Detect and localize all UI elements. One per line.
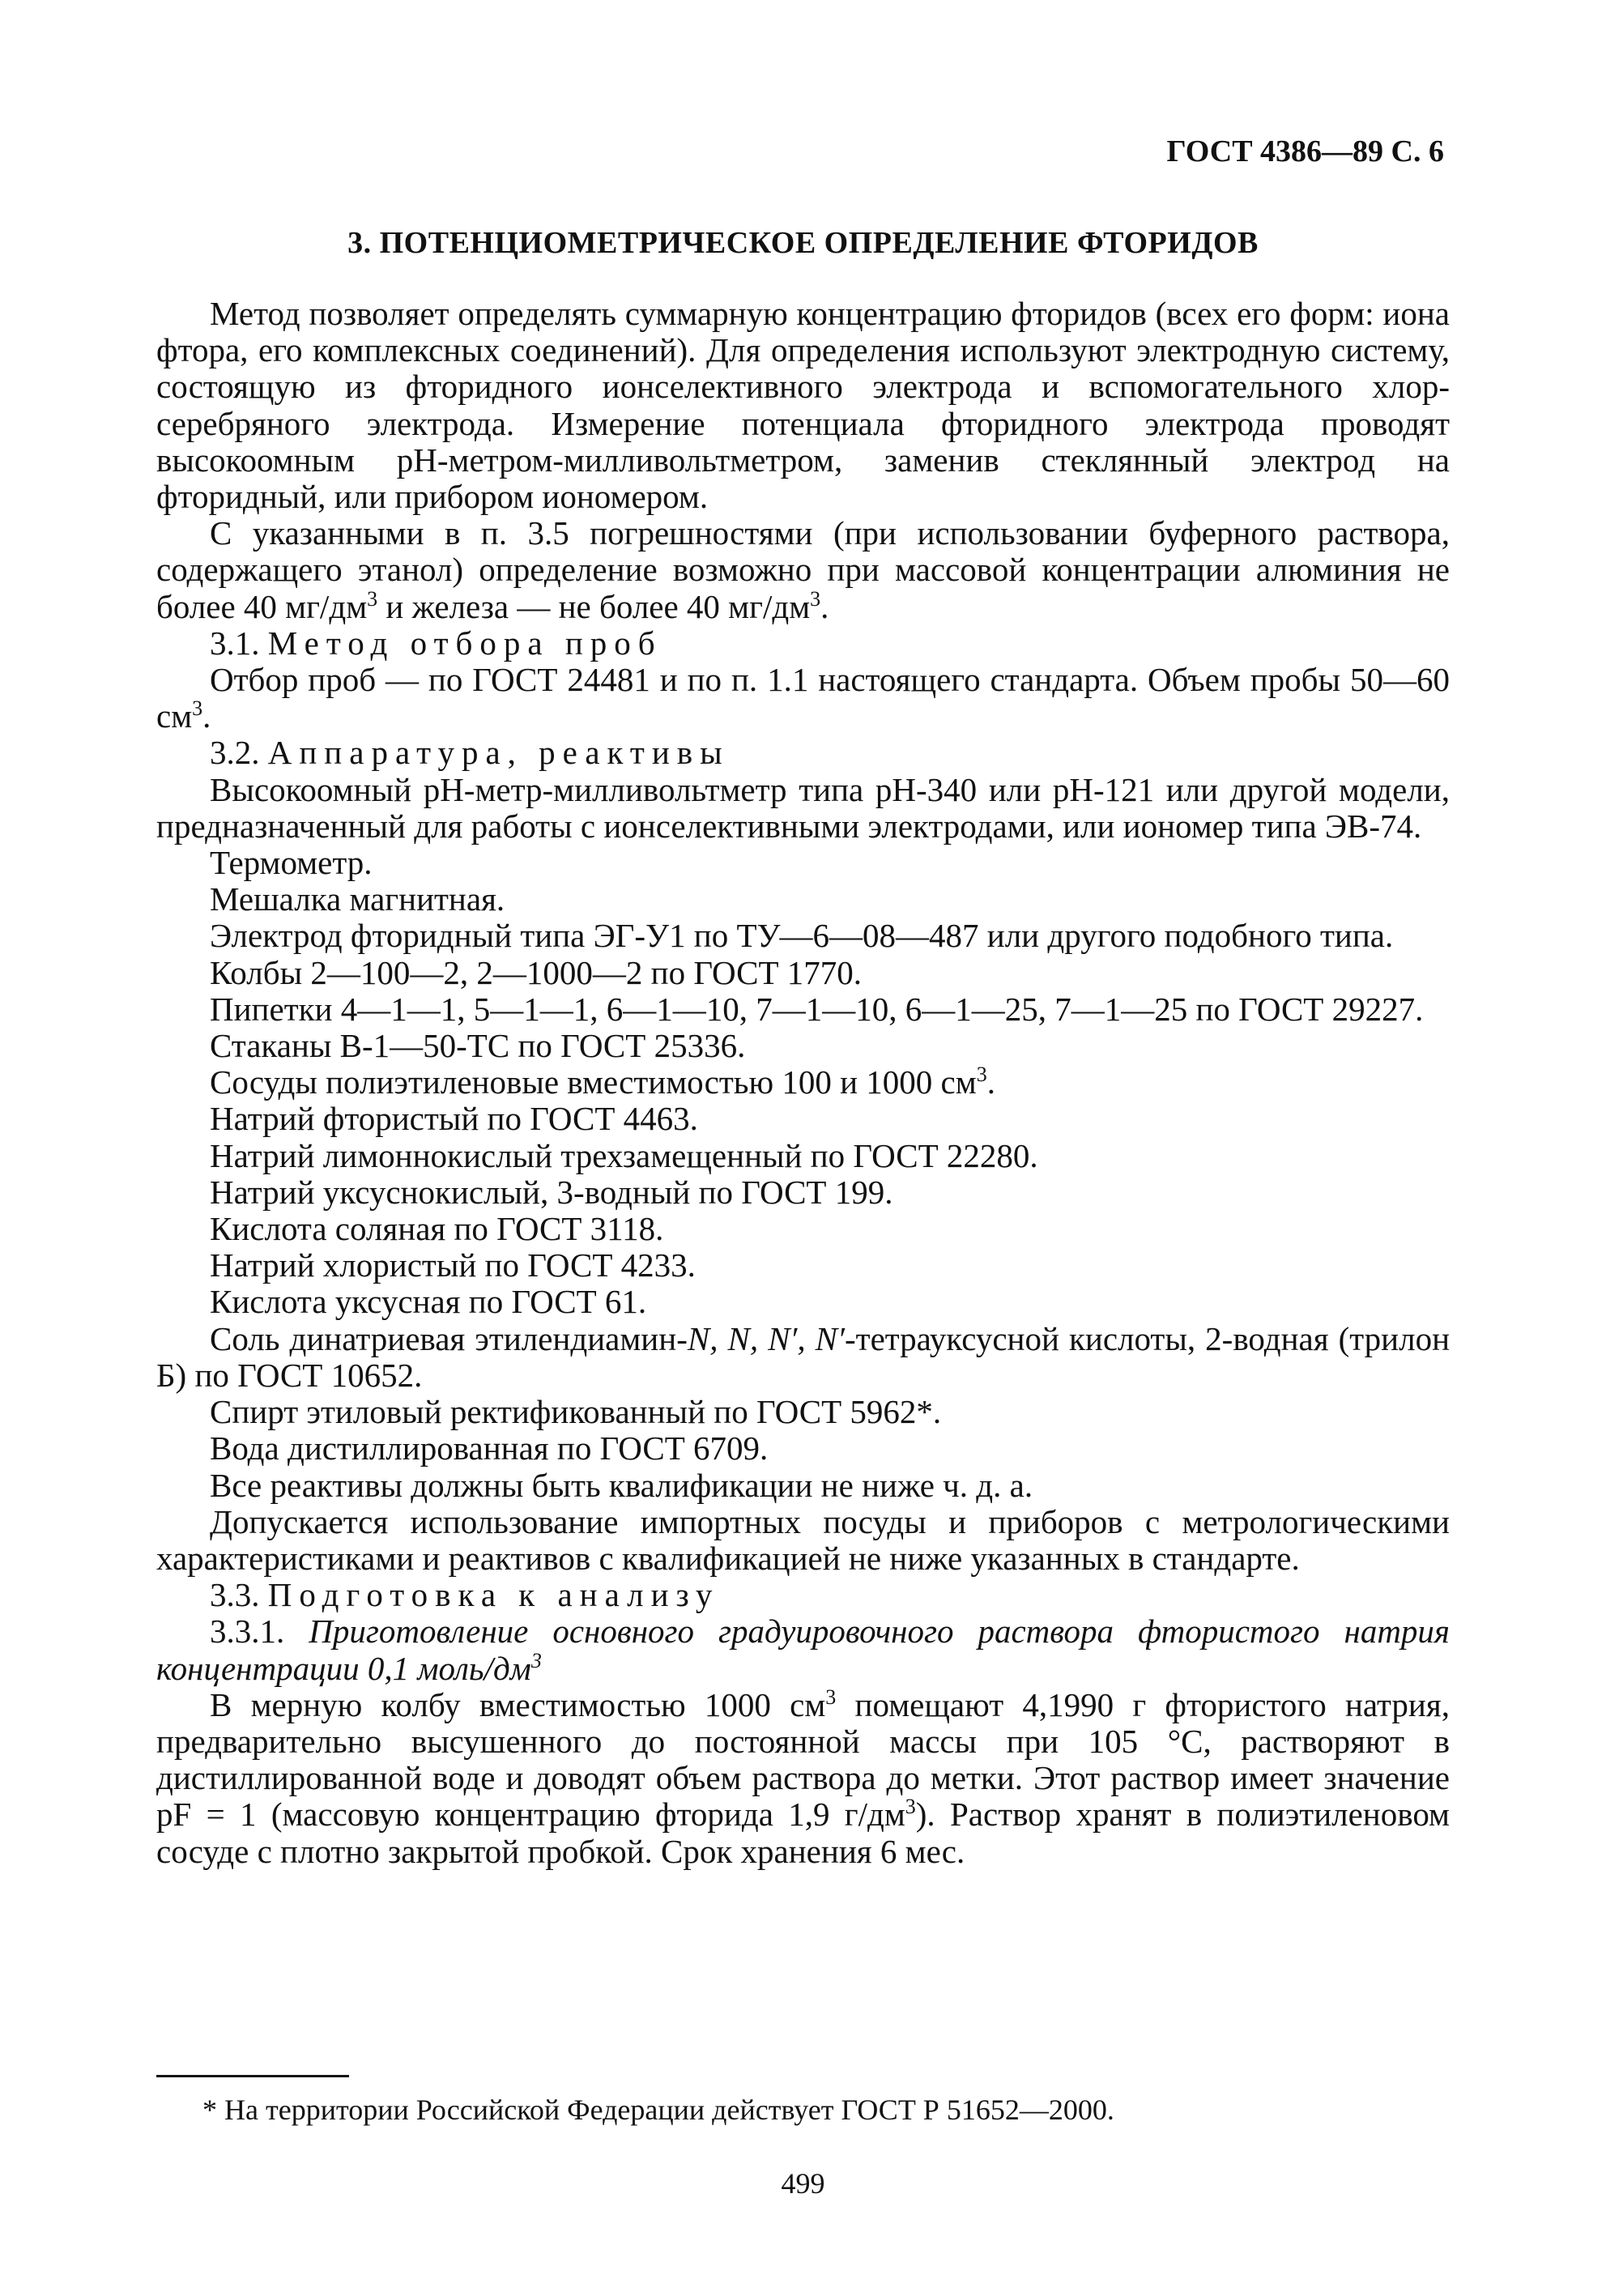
list-item-sodium-citrate: Натрий лимоннокислый трехзамещенный по ГОСТ 22280. [210,1136,1038,1174]
section-3-3-heading: 3.3. Подготовка к анализу [210,1576,720,1614]
list-item-thermometer: Термометр. [210,844,373,882]
footnote-divider [156,2075,349,2077]
section-title: 3. ПОТЕНЦИОМЕТРИЧЕСКОЕ ОПРЕДЕЛЕНИЕ ФТОРИДОВ [347,226,1259,260]
list-item-imports-note: Допускается использование импортных посуды и приборов с метрологическими характеристиками и реактивов с квалификацией не ниже указанных в стандарте. [156,1502,1450,1577]
list-item-flasks: Колбы 2—100—2, 2—1000—2 по ГОСТ 1770. [210,953,863,991]
list-item-beakers: Стаканы В-1—50-ТС по ГОСТ 25336. [210,1027,746,1065]
document-header: ГОСТ 4386—89 С. 6 [1166,134,1444,168]
list-item-reagent-grade: Все реактивы должны быть квалификации не ниже ч. д. а. [210,1466,1033,1504]
list-item-acetic-acid: Кислота уксусная по ГОСТ 61. [210,1283,647,1321]
list-item-ethanol: Спирт этиловый ректификованный по ГОСТ 5962*. [210,1393,942,1431]
intro-paragraph-1: Метод позволяет определять суммарную концентрацию фторидов (всех его форм: иона фтора, его комплексных соединений). Для определения используют электродную систему, состоящую из фторидного ионселективного электрода и вспомогательного хлор-серебряного электрода. Измерение потенциала фторидного электрода проводят высокоомным pH-метром-милливольтметром, заменив стеклянный электрод на фторидный, или прибором иономером. [156,295,1450,516]
list-item-edta-salt: Соль динатриевая этилендиамин-N, N, N′, N′-тетрауксусной кислоты, 2-водная (трилон Б) по ГОСТ 10652. [156,1319,1451,1394]
intro-paragraph-2: С указанными в п. 3.5 погрешностями (при использовании буферного раствора, содержащего этанол) определение возможно при массовой концентрации алюминия не более 40 $мг/дм^3$ и железа — не более 40 $мг/дм^3$. [156,514,1450,625]
section-3-1-heading: 3.1. Метод отбора проб [210,624,662,662]
footnote: * На территории Российской Федерации действует ГОСТ Р 51652—2000. [202,2094,1114,2126]
list-item-sodium-acetate: Натрий уксуснокислый, 3-водный по ГОСТ 199. [210,1173,893,1211]
section-3-2-heading: 3.2. Аппаратура, реактивы [210,734,730,772]
list-item-vessels: Сосуды полиэтиленовые вместимостью 100 и 1000 $см^3$. [210,1063,995,1101]
list-item-ph-meter: Высокоомный pH-метр-милливольтметр типа pH-340 или pH-121 или другой модели, предназначенный для работы с ионселективными электродами, или иономер типа ЭВ-74. [156,770,1450,845]
list-item-electrode: Электрод фторидный типа ЭГ-У1 по ТУ—6—08—487 или другого подобного типа. [210,917,1394,955]
page-number: 499 [781,2167,825,2200]
list-item-sodium-chloride: Натрий хлористый по ГОСТ 4233. [210,1246,696,1284]
document-body [156,296,1450,1870]
section-3-3-1-heading: 3.3.1. Приготовление основного градуировочного раствора фтористого натрия концентрации 0,1 моль/$дм^3$ [156,1612,1450,1687]
list-item-pipettes: Пипетки 4—1—1, 5—1—1, 6—1—10, 7—1—10, 6—1—25, 7—1—25 по ГОСТ 29227. [210,990,1424,1028]
section-3-1-text: Отбор проб — по ГОСТ 24481 и по п. 1.1 настоящего стандарта. Объем пробы 50—60 $см^3$. [156,661,1450,735]
list-item-hydrochloric-acid: Кислота соляная по ГОСТ 3118. [210,1210,664,1248]
list-item-distilled-water: Вода дистиллированная по ГОСТ 6709. [210,1429,769,1467]
list-item-stirrer: Мешалка магнитная. [210,880,505,918]
section-3-3-1-text: В мерную колбу вместимостью 1000 $см^3$ помещают 4,1990 г фтористого натрия, предварительно высушенного до постоянной массы при 105 °С, растворяют в дистиллированной воде и доводят объем раствора до метки. Этот раствор имеет значение pF = 1 (массовую концентрацию фторида 1,9 $г/дм^3$). Раствор хранят в полиэтиленовом сосуде с плотно закрытой пробкой. Срок хранения 6 мес. [156,1685,1450,1870]
list-item-sodium-fluoride: Натрий фтористый по ГОСТ 4463. [210,1100,698,1138]
